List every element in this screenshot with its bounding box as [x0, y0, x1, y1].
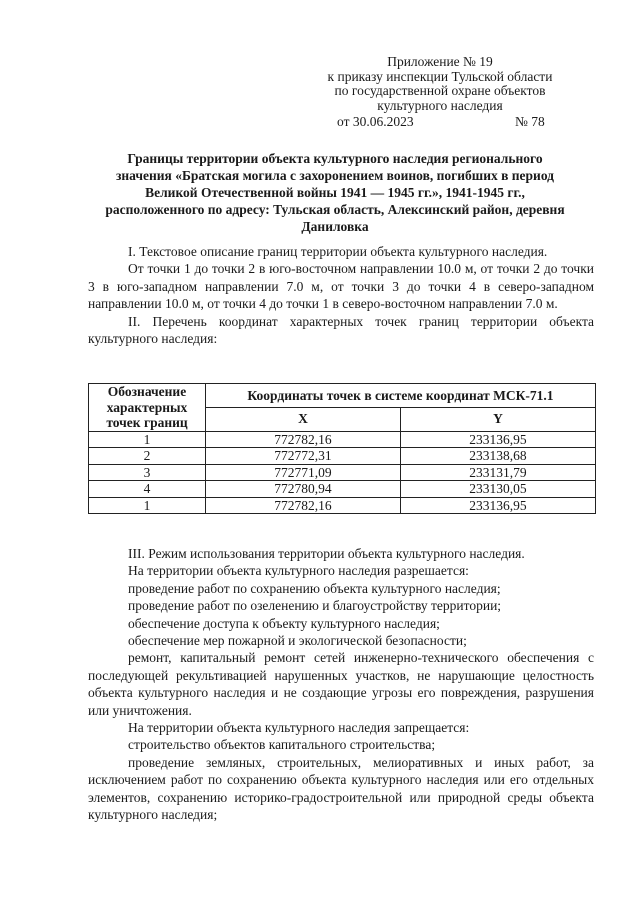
section-1-heading: I. Текстовое описание границ территории объекта культурного наследия. — [128, 244, 548, 259]
header-line: по государственной охране объектов — [334, 83, 546, 98]
cell-point: 4 — [89, 481, 206, 498]
cell-y: 233138,68 — [400, 448, 595, 465]
allowed-item: ремонт, капитальный ремонт сетей инженерно-технического обеспечения с последующей рекультивацией нарушенных участков, не нарушающие целостность объекта культурного наследия и не создающие угрозы его повреждения, разрушения или уничтожения. — [88, 650, 594, 718]
header-line: к приказу инспекции Тульской области — [327, 68, 553, 84]
cell-y: 233136,95 — [400, 431, 595, 448]
section-1 — [88, 243, 594, 347]
allowed-item: проведение работ по озеленению и благоустройству территории; — [128, 598, 502, 614]
allowed-item: обеспечение доступа к объекту культурного наследия; — [128, 615, 440, 631]
cell-x: 772782,16 — [206, 497, 401, 514]
col-coords-header: Координаты точек в системе координат МСК-71.1 — [206, 384, 596, 408]
col-point-header: Обозначение характерных точек границ — [89, 384, 206, 432]
cell-point: 3 — [89, 464, 206, 481]
section-2-heading: II. Перечень координат характерных точек границ территории объекта культурного наследия: — [88, 313, 594, 347]
table-row — [89, 481, 596, 498]
cell-point: 2 — [89, 448, 206, 465]
allowed-item: проведение работ по сохранению объекта культурного наследия; — [128, 580, 501, 596]
table-row — [89, 431, 596, 448]
document-title: Границы территории объекта культурного наследия регионального значения «Братская могила с захоронением воинов, погибших в период Великой Отечественной войны 1941 — 1945 гг.», 1941-1945 гг., расположенного по адресу: Тульская область, Алексинский район, деревня Даниловка — [105, 151, 565, 234]
header-line: культурного наследия — [377, 97, 503, 113]
order-date-number — [337, 114, 557, 130]
coordinates-table — [88, 383, 596, 514]
table-row — [89, 464, 596, 481]
cell-x: 772782,16 — [206, 431, 401, 448]
allowed-item: обеспечение мер пожарной и экологической безопасности; — [128, 633, 467, 649]
cell-x: 772771,09 — [206, 464, 401, 481]
section-1-text: От точки 1 до точки 2 в юго-восточном направлении 10.0 м, от точки 2 до точки 3 в юго-западном направлении 7.0 м, от точки 3 до точки 4 в северо-западном направлении 10.0 м, от точки 4 до точки 1 в северо-восточном направлении 7.0 м. — [88, 261, 594, 312]
cell-x: 772780,94 — [206, 481, 401, 498]
allowed-intro: На территории объекта культурного наследия разрешается: — [128, 563, 469, 579]
order-date: от 30.06.2023 — [337, 114, 414, 129]
cell-y: 233136,95 — [400, 497, 595, 514]
forbidden-item: проведение земляных, строительных, мелиоративных и иных работ, за исключением работ по сохранению объекта культурного наследия или его отдельных элементов, сохранению историко-градостроительной или природной среды объекта культурного наследия; — [88, 754, 594, 823]
section-3 — [88, 545, 594, 824]
cell-y: 233130,05 — [400, 481, 595, 498]
table-row — [89, 497, 596, 514]
col-x-header: X — [206, 407, 401, 431]
order-number: № 78 — [515, 114, 545, 129]
section-3-heading: III. Режим использования территории объекта культурного наследия. — [128, 546, 525, 561]
forbidden-intro: На территории объекта культурного наследия запрещается: — [128, 720, 470, 736]
cell-point: 1 — [89, 431, 206, 448]
appendix-header — [300, 55, 580, 113]
col-y-header: Y — [400, 407, 595, 431]
cell-x: 772772,31 — [206, 448, 401, 465]
table-row — [89, 448, 596, 465]
cell-y: 233131,79 — [400, 464, 595, 481]
forbidden-item: строительство объектов капитального строительства; — [128, 737, 436, 753]
header-line: Приложение № 19 — [387, 54, 493, 69]
cell-point: 1 — [89, 497, 206, 514]
